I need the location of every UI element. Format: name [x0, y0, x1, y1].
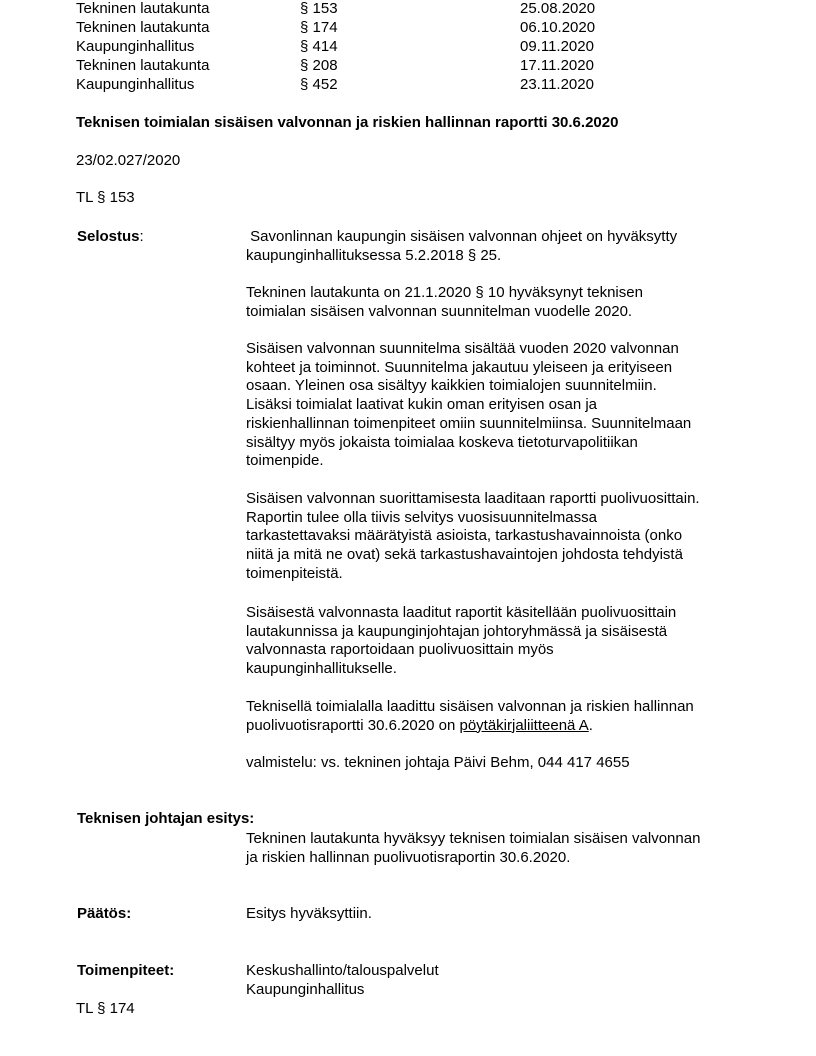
selostus-paragraph: Sisäisen valvonnan suunnitelma sisältää vuoden 2020 valvonnan kohteet ja toiminnot. Suunnitelma jakautuu yleiseen ja erityiseen osaan. Yleinen osa sisältyy kaikkien toimialojen suunnitelmiin. Lisäksi toimialat laativat kukin oman erityisen osan ja riskienhallinnan toimenpiteet omiin suunnitelmiinsa. Suunnitelmaan sisältyy myös jokaista toimialaa koskeva tietoturvapolitiikan toimenpide.: [246, 340, 692, 470]
history-body: Tekninen lautakunta: [76, 0, 210, 17]
history-section: § 414: [300, 38, 338, 55]
paatos-label: Päätös:: [77, 905, 132, 922]
selostus-paragraph: Savonlinnan kaupungin sisäisen valvonnan ohjeet on hyväksytty kaupunginhallituksessa 5.2.2018 § 25.: [246, 228, 678, 264]
history-date: 06.10.2020: [520, 19, 596, 36]
item-reference: 23/02.027/2020: [76, 152, 181, 169]
paatos-text: Esitys hyväksyttiin.: [246, 905, 372, 922]
history-body: Kaupunginhallitus: [76, 38, 195, 55]
attachment-paragraph: Teknisellä toimialalla laadittu sisäisen valvonnan ja riskien hallinnan puolivuotisraportti 30.6.2020 on pöytäkirjaliitteenä A.: [246, 698, 694, 734]
history-body: Kaupunginhallitus: [76, 76, 195, 93]
toimenpiteet-recipients: Keskushallinto/talouspalvelut Kaupunginhallitus: [246, 962, 439, 998]
history-date: 23.11.2020: [520, 76, 594, 93]
history-date: 25.08.2020: [520, 0, 596, 17]
selostus-paragraph: Sisäisestä valvonnasta laaditut raportit käsitellään puolivuosittain lautakunnissa ja kaupunginjohtajan johtoryhmässä ja sisäisestä valvonnasta raportoidaan puolivuosittain myös kaupunginhallitukselle.: [246, 604, 677, 678]
history-date: 17.11.2020: [520, 57, 594, 74]
toimenpiteet-label: Toimenpiteet:: [77, 962, 175, 979]
esitys-label: Teknisen johtajan esitys:: [77, 810, 255, 827]
section-reference: TL § 153: [76, 189, 135, 206]
preparer-note: valmistelu: vs. tekninen johtaja Päivi Behm, 044 417 4655: [246, 754, 630, 771]
history-section: § 153: [300, 0, 338, 17]
history-section: § 208: [300, 57, 338, 74]
history-section: § 174: [300, 19, 338, 36]
history-date: 09.11.2020: [520, 38, 594, 55]
selostus-label: Selostus:: [77, 228, 144, 245]
esitys-text: Tekninen lautakunta hyväksyy teknisen toimialan sisäisen valvonnan ja riskien hallinnan puolivuotisraportin 30.6.2020.: [246, 830, 701, 866]
item-title: Teknisen toimialan sisäisen valvonnan ja riskien hallinnan raportti 30.6.2020: [76, 114, 619, 131]
attachment-link[interactable]: pöytäkirjaliitteenä A: [459, 716, 589, 734]
next-section-reference: TL § 174: [76, 1000, 135, 1017]
selostus-paragraph: Tekninen lautakunta on 21.1.2020 § 10 hyväksynyt teknisen toimialan sisäisen valvonnan suunnitelman vuodelle 2020.: [246, 284, 643, 320]
history-body: Tekninen lautakunta: [76, 19, 210, 36]
history-section: § 452: [300, 76, 338, 93]
selostus-paragraph: Sisäisen valvonnan suorittamisesta laaditaan raportti puolivuosittain. Raportin tulee olla tiivis selvitys vuosisuunnitelmassa tarkastettavaksi määrätyistä asioista, tarkastushavainnoista (onko niitä ja mitä ne ovat) sekä tarkastushavaintojen johdosta tehdyistä toimenpiteistä.: [246, 490, 700, 582]
history-body: Tekninen lautakunta: [76, 57, 210, 74]
